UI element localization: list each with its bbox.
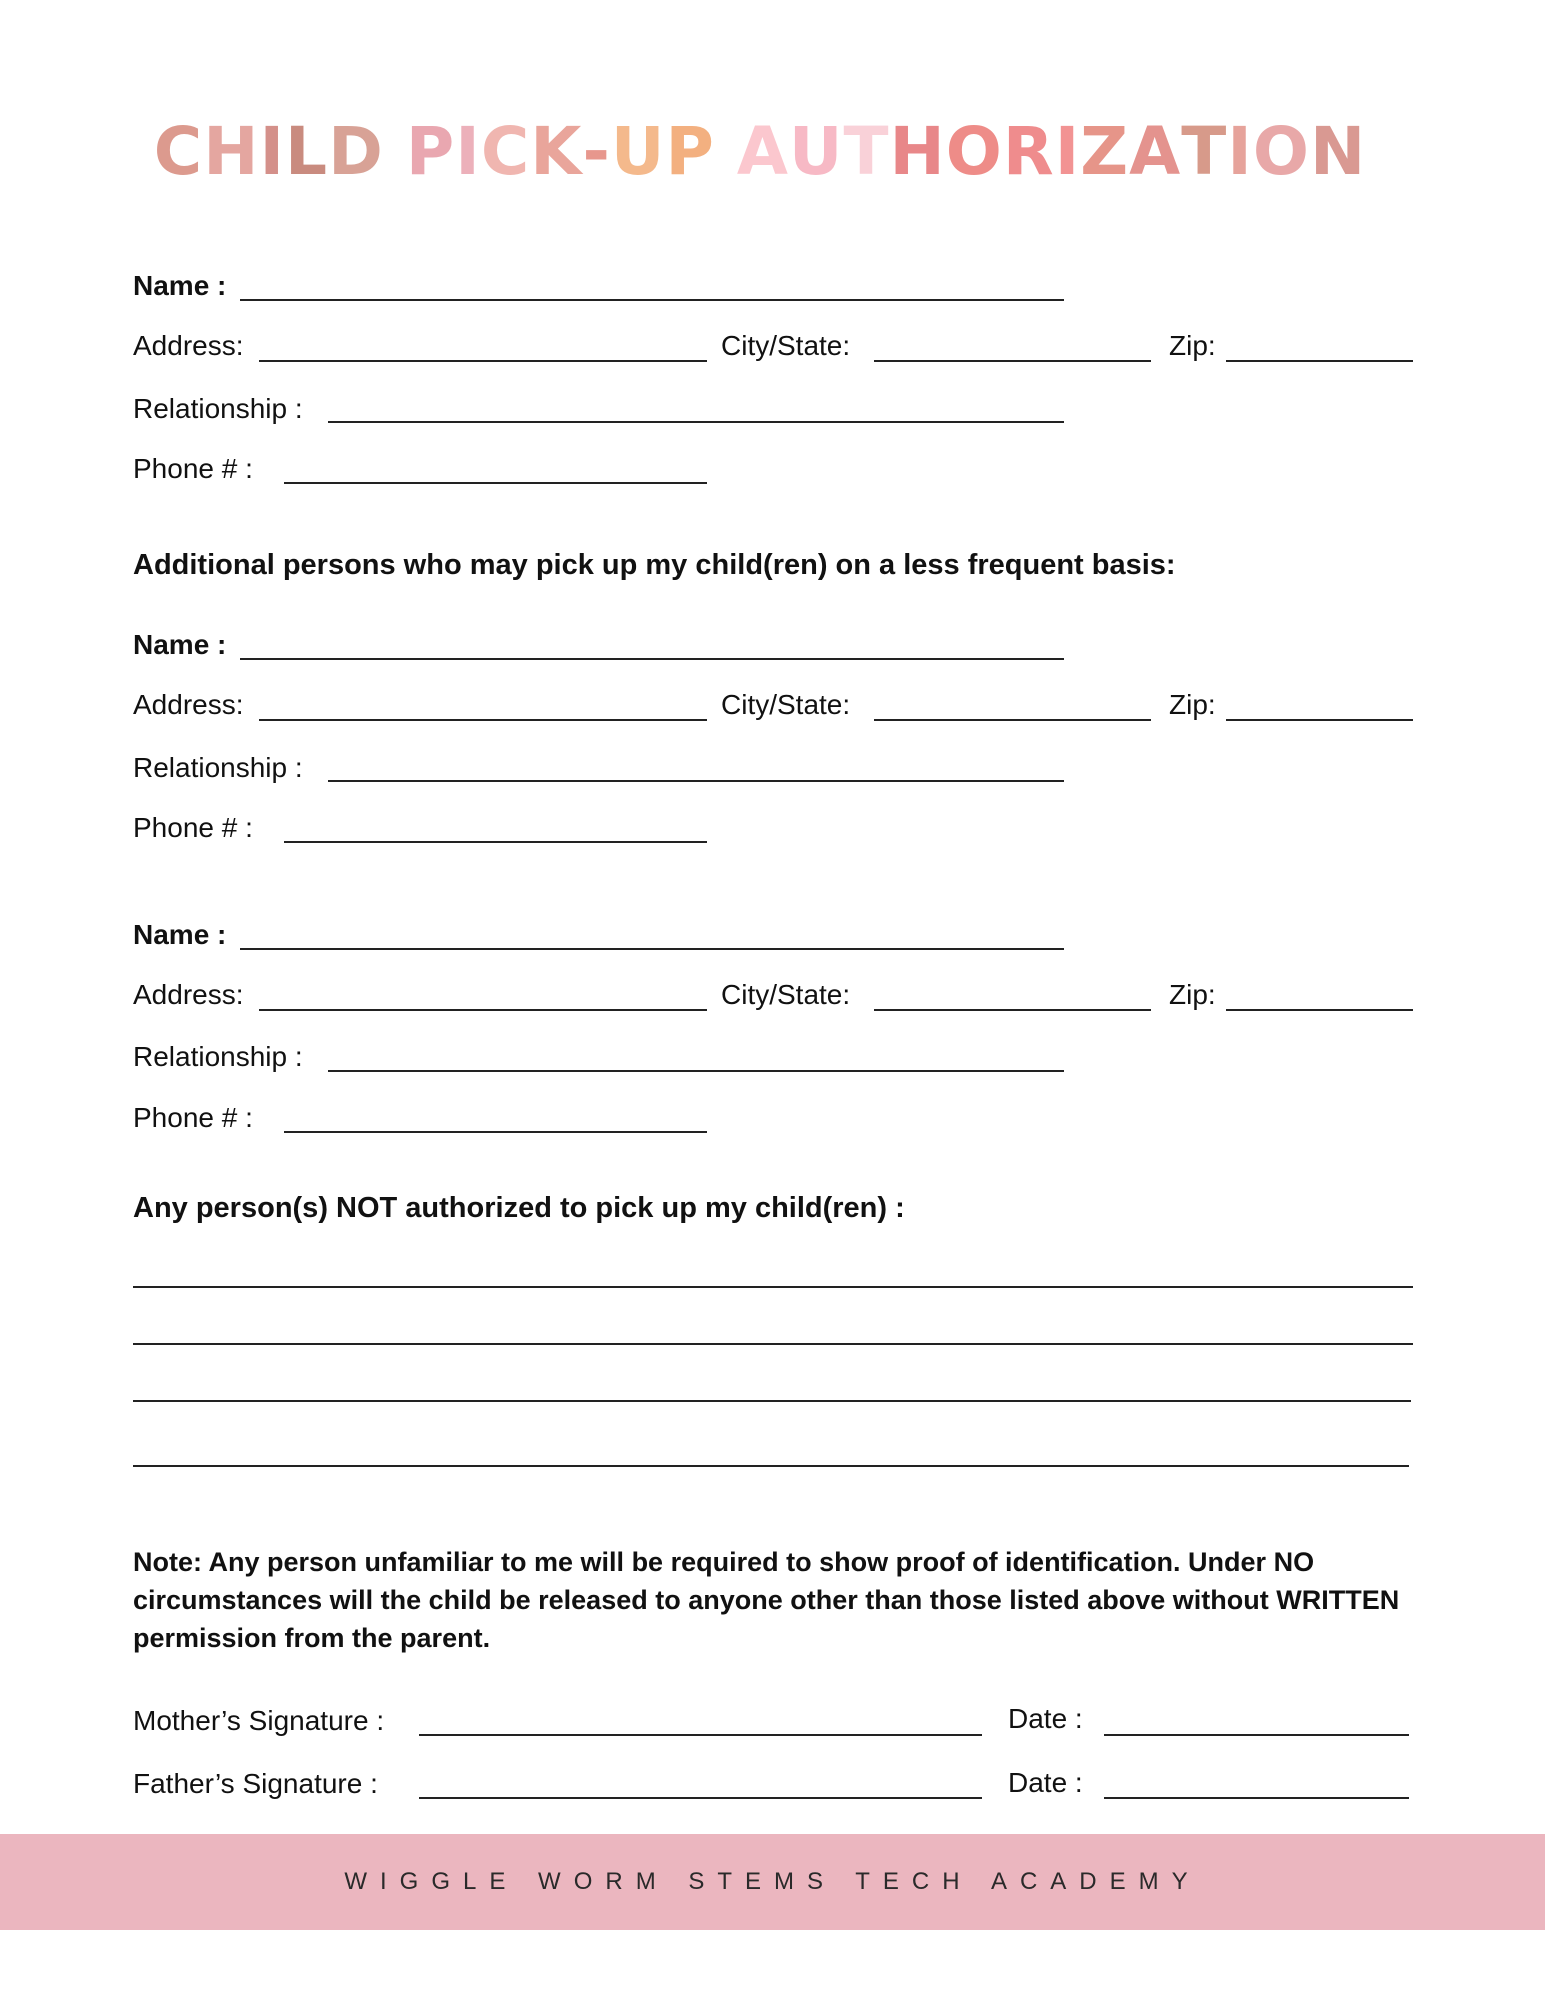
zip-label: Zip: <box>1169 330 1216 361</box>
phone-field-line[interactable] <box>284 841 707 843</box>
title-letter: A <box>736 113 789 190</box>
address-label: Address: <box>133 330 244 361</box>
date-label: Date : <box>1008 1703 1083 1734</box>
city-state-field-line[interactable] <box>874 1009 1151 1011</box>
title-letter: P <box>665 113 715 190</box>
name-label: Name : <box>133 270 227 301</box>
not-authorized-line[interactable] <box>133 1286 1413 1288</box>
city-state-label: City/State: <box>721 979 851 1010</box>
city-state-label: City/State: <box>721 689 851 720</box>
title-word <box>406 112 715 192</box>
mother-signature-label: Mother’s Signature : <box>133 1705 385 1736</box>
title-letter: N <box>1309 113 1367 190</box>
zip-field-line[interactable] <box>1226 719 1413 721</box>
title-letter: - <box>582 113 611 190</box>
date-label: Date : <box>1008 1767 1083 1798</box>
zip-label: Zip: <box>1169 689 1216 720</box>
title-letter: H <box>889 113 946 190</box>
footer-band <box>0 1834 1545 1930</box>
mother-signature-line[interactable] <box>419 1734 982 1736</box>
relationship-field-line[interactable] <box>328 1070 1064 1072</box>
title-word <box>154 112 384 192</box>
not-authorized-heading: Any person(s) NOT authorized to pick up my child(ren) : <box>133 1192 905 1224</box>
phone-label: Phone # : <box>133 812 253 843</box>
city-state-field-line[interactable] <box>874 719 1151 721</box>
title-letter: Z <box>1080 113 1130 190</box>
relationship-field-line[interactable] <box>328 421 1064 423</box>
address-field-line[interactable] <box>259 1009 707 1011</box>
city-state-field-line[interactable] <box>874 360 1151 362</box>
name-label: Name : <box>133 919 227 950</box>
relationship-label: Relationship : <box>133 752 303 783</box>
title-letter: L <box>285 113 329 190</box>
phone-field-line[interactable] <box>284 482 707 484</box>
phone-field-line[interactable] <box>284 1131 707 1133</box>
address-field-line[interactable] <box>259 360 707 362</box>
relationship-label: Relationship : <box>133 1041 303 1072</box>
not-authorized-line[interactable] <box>133 1400 1411 1402</box>
title-letter: I <box>1227 113 1253 190</box>
father-date-line[interactable] <box>1104 1797 1409 1799</box>
father-signature-label: Father’s Signature : <box>133 1768 378 1799</box>
additional-persons-heading: Additional persons who may pick up my child(ren) on a less frequent basis: <box>133 549 1176 581</box>
zip-field-line[interactable] <box>1226 1009 1413 1011</box>
title-letter: A <box>1129 113 1182 190</box>
title-letter: C <box>153 113 204 190</box>
phone-label: Phone # : <box>133 1102 253 1133</box>
title-letter: T <box>1181 113 1228 190</box>
note-text: Note: Any person unfamiliar to me will be required to show proof of identification. Under NO circumstances will the child be released to anyone other than those listed above without WRITTEN permission from the parent. <box>133 1547 1400 1653</box>
name-label: Name : <box>133 629 227 660</box>
title-letter: I <box>455 113 481 190</box>
relationship-label: Relationship : <box>133 393 303 424</box>
title-word <box>737 112 1366 192</box>
title-letter: P <box>405 113 456 190</box>
title-letter: H <box>203 113 260 190</box>
title-letter: I <box>1054 113 1081 190</box>
title-letter: I <box>259 113 286 190</box>
city-state-label: City/State: <box>721 330 851 361</box>
zip-label: Zip: <box>1169 979 1216 1010</box>
mother-date-line[interactable] <box>1104 1734 1409 1736</box>
relationship-field-line[interactable] <box>328 780 1064 782</box>
name-field-line[interactable] <box>240 658 1064 660</box>
phone-label: Phone # : <box>133 453 253 484</box>
zip-field-line[interactable] <box>1226 360 1413 362</box>
not-authorized-line[interactable] <box>133 1343 1413 1345</box>
title-letter: T <box>843 113 890 190</box>
address-field-line[interactable] <box>259 719 707 721</box>
address-label: Address: <box>133 979 244 1010</box>
name-field-line[interactable] <box>240 299 1064 301</box>
title-letter: U <box>610 113 666 190</box>
title-letter: O <box>1252 113 1310 190</box>
page-title <box>0 112 1520 192</box>
title-letter: C <box>480 113 531 190</box>
name-field-line[interactable] <box>240 948 1064 950</box>
title-letter: R <box>1002 113 1055 190</box>
title-letter: U <box>788 113 844 190</box>
address-label: Address: <box>133 689 244 720</box>
father-signature-line[interactable] <box>419 1797 982 1799</box>
footer-academy-name: WIGGLE WORM STEMS TECH ACADEMY <box>344 1868 1201 1895</box>
title-letter: D <box>328 113 384 190</box>
not-authorized-line[interactable] <box>133 1465 1409 1467</box>
title-letter: K <box>530 113 583 190</box>
title-letter: O <box>945 113 1003 190</box>
